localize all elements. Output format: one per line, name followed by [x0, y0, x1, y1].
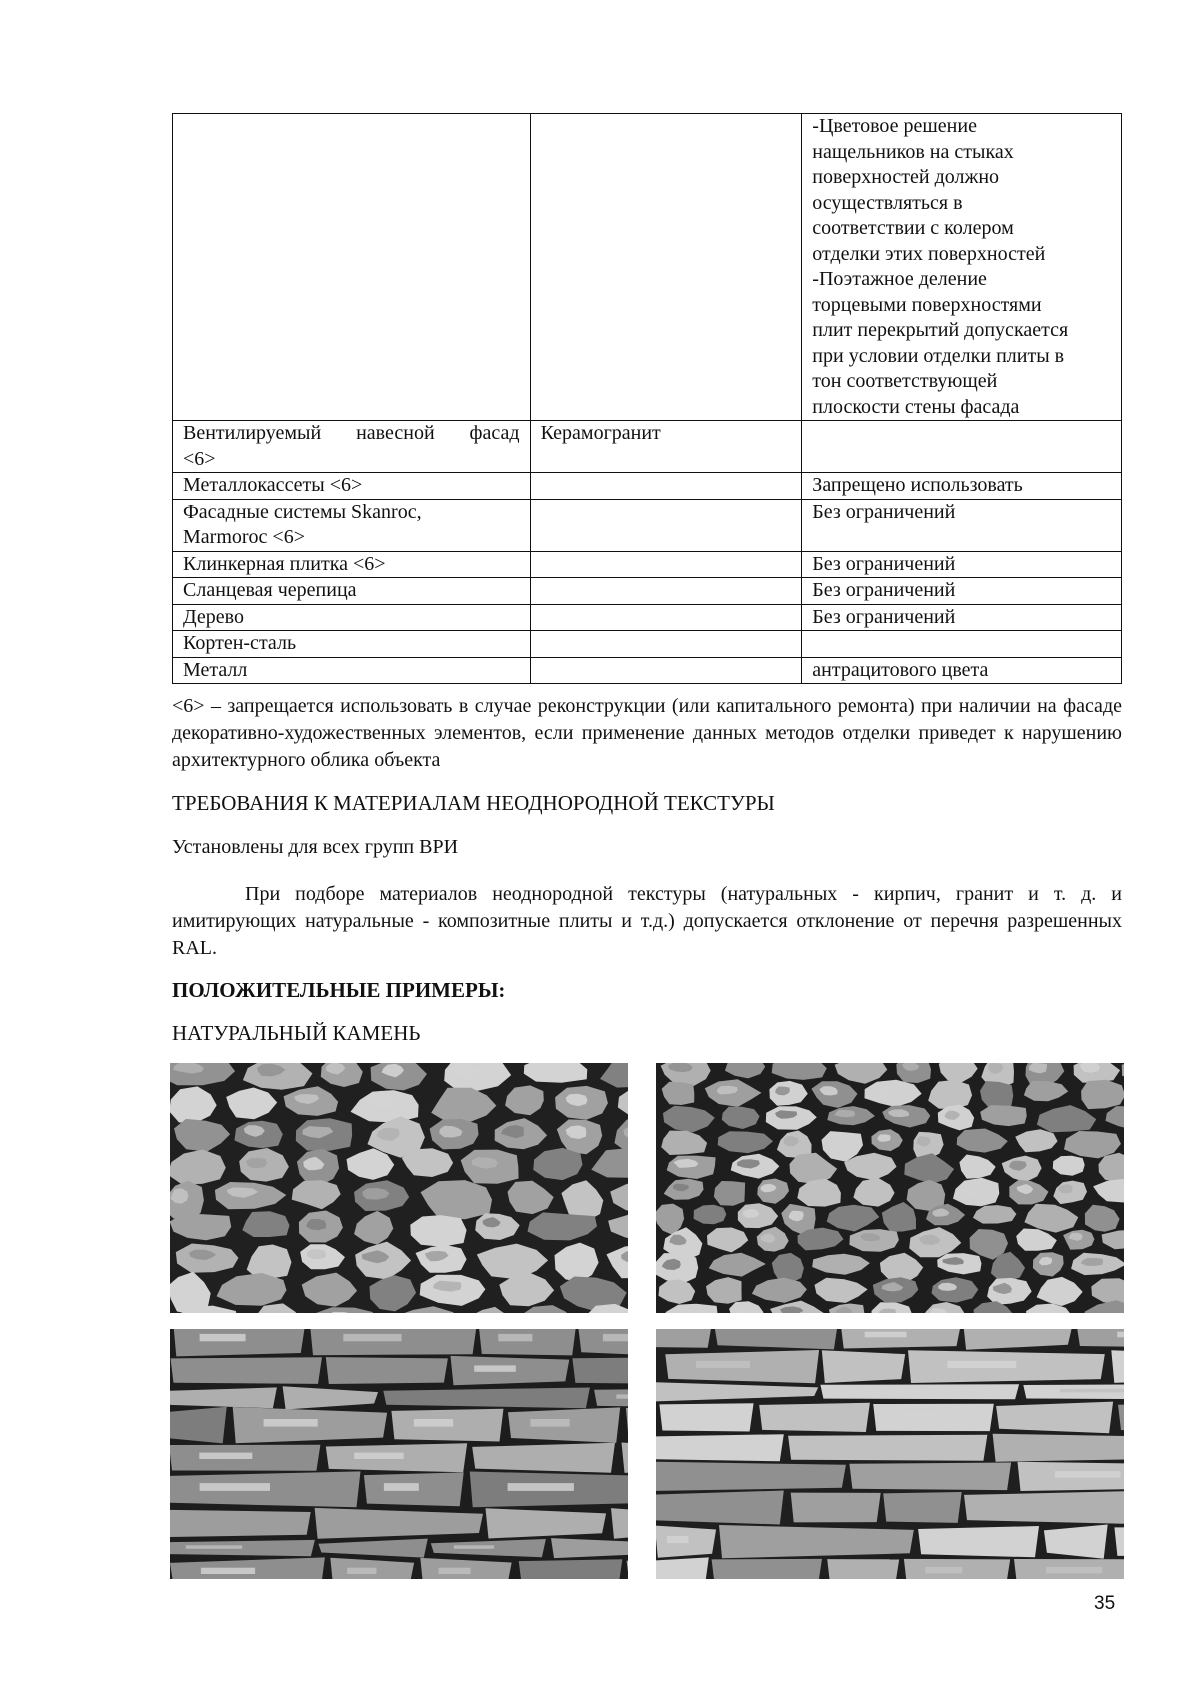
- rule-cell: Без ограничений: [802, 499, 1122, 551]
- note-line: -Поэтажное деление: [812, 268, 987, 290]
- note-line: нащельников на стыках: [812, 140, 1014, 163]
- color-rules-note: [802, 114, 1122, 421]
- finish-type-cell: [530, 657, 802, 684]
- note-line: отделки этих поверхностей: [812, 242, 1046, 265]
- material-cell: Клинкерная плитка <6>: [173, 551, 531, 578]
- facade-materials-table: [172, 113, 1122, 684]
- material-name-cont: <6>: [183, 447, 216, 470]
- finish-type-cell: [530, 499, 802, 551]
- table-row: [173, 114, 1122, 421]
- note-line: осуществляться в: [812, 191, 963, 214]
- note-line: -Цветовое решение: [812, 115, 977, 137]
- material-name: Вентилируемый навесной фасад: [183, 422, 520, 444]
- natural-stone-heading: НАТУРАЛЬНЫЙ КАМЕНЬ: [172, 1021, 421, 1045]
- material-name: Фасадные системы Skanroc,: [183, 500, 422, 523]
- material-cell: Дерево: [173, 604, 531, 631]
- page-number: 35: [1094, 1593, 1116, 1614]
- stone-texture-image: [170, 1063, 628, 1313]
- rule-cell: Запрещено использовать: [802, 473, 1122, 500]
- note-line: плоскости стены фасада: [812, 395, 1020, 418]
- subheading-vri-groups: Установлены для всех групп ВРИ: [172, 836, 459, 858]
- finish-type-cell: [530, 604, 802, 631]
- section-heading-requirements: ТРЕБОВАНИЯ К МАТЕРИАЛАМ НЕОДНОРОДНОЙ ТЕКСТУРЫ: [172, 791, 775, 815]
- stone-photo-stacked-slate: [170, 1329, 628, 1579]
- table-row: [173, 578, 1122, 605]
- material-cell: Металлокассеты <6>: [173, 473, 531, 500]
- note-line: соответствии с колером: [812, 217, 1014, 239]
- table-row: [173, 473, 1122, 500]
- material-cell: Кортен-сталь: [173, 631, 531, 658]
- note-line: плит перекрытий допускается: [812, 319, 1069, 341]
- table-row: [173, 631, 1122, 658]
- rule-cell: антрацитового цвета: [802, 657, 1122, 684]
- material-cell: Металл: [173, 657, 531, 684]
- table-cell-empty: [530, 114, 802, 421]
- finish-type-cell: [530, 551, 802, 578]
- material-cell: [173, 499, 531, 551]
- positive-examples-heading: ПОЛОЖИТЕЛЬНЫЕ ПРИМЕРЫ:: [172, 978, 506, 1002]
- rule-cell: Без ограничений: [802, 551, 1122, 578]
- material-cell: Сланцевая черепица: [173, 578, 531, 605]
- footnote-6: <6> – запрещается использовать в случае реконструкции (или капитального ремонта) при наличии на фасаде декоративно-художественных элементов, если применение данных методов отделки приведет к нарушению архитектурного облика объекта: [172, 695, 1122, 771]
- stone-photo-stacked-slate-light: [656, 1329, 1124, 1579]
- rule-cell: Без ограничений: [802, 578, 1122, 605]
- note-line: поверхностей должно: [812, 166, 1000, 188]
- table-row: [173, 499, 1122, 551]
- note-line: торцевыми поверхностями: [812, 293, 1042, 316]
- finish-type-cell: Керамогранит: [530, 421, 802, 473]
- rule-cell: [802, 421, 1122, 473]
- table-row: [173, 551, 1122, 578]
- finish-type-cell: [530, 631, 802, 658]
- stone-texture-image: [656, 1329, 1124, 1579]
- table-row: [173, 604, 1122, 631]
- material-name-cont: Marmoroc <6>: [183, 526, 305, 548]
- stone-texture-image: [656, 1063, 1124, 1313]
- table-cell-empty: [173, 114, 531, 421]
- requirements-paragraph: При подборе материалов неоднородной текстуры (натуральных - кирпич, гранит и т. д. и имитирующих натуральные - композитные плиты и т.д.) допускается отклонение от перечня разрешенных RAL.: [172, 883, 1122, 959]
- finish-type-cell: [530, 578, 802, 605]
- stone-photo-rubble: [170, 1063, 628, 1313]
- table-row: [173, 657, 1122, 684]
- rule-cell: Без ограничений: [802, 604, 1122, 631]
- finish-type-cell: [530, 473, 802, 500]
- material-cell: [173, 421, 531, 473]
- stone-texture-image: [170, 1329, 628, 1579]
- note-line: при условии отделки плиты в: [812, 344, 1065, 367]
- table-row: [173, 421, 1122, 473]
- note-line: тон соответствующей: [812, 370, 998, 392]
- stone-photo-rubble-dense: [656, 1063, 1124, 1313]
- rule-cell: [802, 631, 1122, 658]
